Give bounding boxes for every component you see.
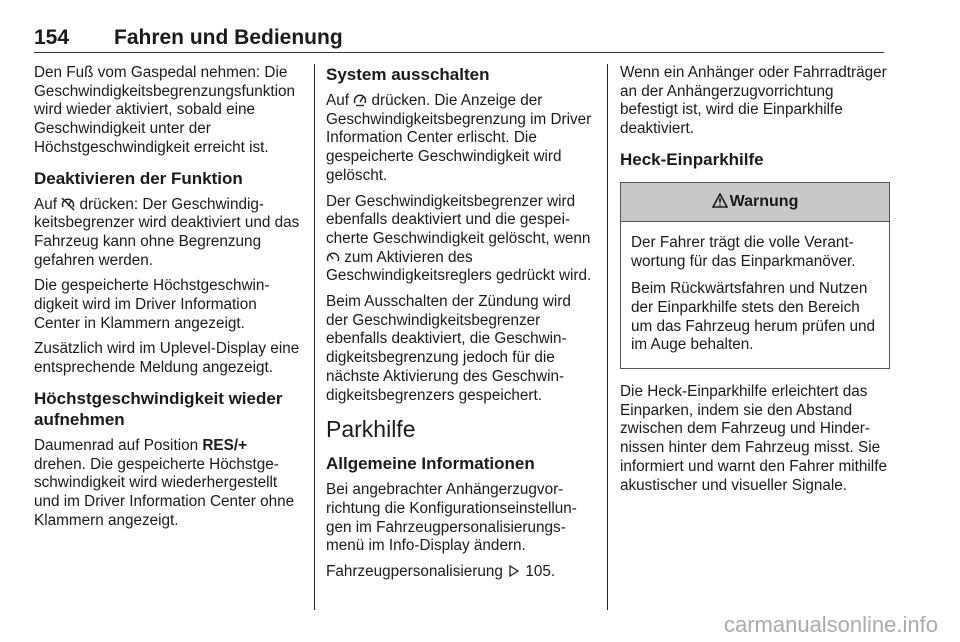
speed-limiter-icon <box>353 93 367 107</box>
paragraph: Die gespeicherte Höchstgeschwindigkeit wird im Driver Information Center in Klammern angezeigt. <box>34 277 270 332</box>
paragraph: Bei angebrachter Anhängerzugvorrichtung die Konfigurationseinstellungen im Fahrzeugpersonalisierungsmenü im Info-Display ändern. <box>326 481 577 555</box>
page-reference-arrow-icon <box>507 564 521 578</box>
section-title: Fahren und Bedienung <box>114 26 343 49</box>
warning-header <box>621 183 889 222</box>
res-position-label: RES/+ <box>202 436 248 454</box>
page-header <box>34 22 884 53</box>
heading-general-info: Allgemeine Informationen <box>326 454 535 474</box>
paragraph: Die Heck-Einparkhilfe erleichtert das Einparken, indem sie den Abstand zwischen dem Fahrzeug und Hindernissen hinter dem Fahrzeug misst. Sie informiert und warnt den Fahrer mithilfe akustischer und visueller Signale. <box>620 383 887 494</box>
paragraph: Wenn ein Anhänger oder Fahrradträger an der Anhängerzugvorrichtung befestigt ist, wird die Einparkhilfe deaktiviert. <box>620 64 887 138</box>
paragraph: Den Fuß vom Gaspedal nehmen: Die Geschwindigkeitsbegrenzungsfunktion wird wieder aktiviert, sobald eine Geschwindigkeit unter der Höchstgeschwindigkeit erreicht ist. <box>34 64 296 156</box>
column-divider <box>314 64 315 610</box>
column-divider <box>607 64 608 610</box>
warning-triangle-icon <box>712 193 728 208</box>
warning-body <box>621 222 889 368</box>
paragraph: Daumenrad auf Position RES/+ drehen. Die gespeicherte Höchstgeschwindigkeit wird wiederhergestellt und im Driver Information Center ohne Klammern angezeigt. <box>34 436 295 529</box>
speed-limiter-off-icon <box>61 197 75 211</box>
paragraph: Auf drücken: Der Geschwindigkeitsbegrenzer wird deaktiviert und das Fahrzeug kann ohne Begrenzung gefahren werden. <box>34 195 300 269</box>
warning-box <box>620 182 890 369</box>
warning-text: Der Fahrer trägt die volle Verantwortung für das Einparkmanöver. <box>631 233 856 270</box>
heading-resume: Höchstgeschwindigkeit wieder aufnehmen <box>34 388 283 429</box>
page-number: 154 <box>34 26 70 49</box>
watermark: carmanualsonline.info <box>723 612 938 637</box>
warning-text: Beim Rückwärtsfahren und Nutzen der Einparkhilfe stets den Bereich um das Fahrzeug herum prüfen und im Auge behalten. <box>631 280 876 354</box>
paragraph: Zusätzlich wird im Uplevel-Display eine entsprechende Meldung angezeigt. <box>34 340 300 377</box>
paragraph: Der Geschwindigkeitsbegrenzer wird ebenfalls deaktiviert und die gespeicherte Geschwindigkeit gelöscht, wenn zum Aktivieren des Geschwindigkeitsreglers gedrückt wird. <box>326 192 592 285</box>
warning-title: Warnung <box>729 192 799 210</box>
heading-system-off: System ausschalten <box>326 65 490 84</box>
heading-parkhilfe: Parkhilfe <box>326 416 416 443</box>
paragraph: Fahrzeugpersonalisierung 105. <box>326 563 556 581</box>
paragraph: Auf drücken. Die Anzeige der Geschwindigkeitsbegrenzung im Driver Information Center erlischt. Die gespeicherte Geschwindigkeit wird gelöscht. <box>326 92 592 184</box>
column-3 <box>620 64 890 502</box>
column-1 <box>34 64 302 537</box>
paragraph: Beim Ausschalten der Zündung wird der Geschwindigkeitsbegrenzer ebenfalls deaktiviert, die Geschwindigkeitsbegrenzung jedoch für die nächste Aktivierung des Geschwindigkeitsbegrenzers gespeichert. <box>326 293 571 404</box>
column-2 <box>326 64 594 589</box>
cruise-control-icon <box>326 250 340 264</box>
heading-deactivate: Deaktivieren der Funktion <box>34 168 243 188</box>
heading-rear-parking: Heck-Einparkhilfe <box>620 149 764 169</box>
